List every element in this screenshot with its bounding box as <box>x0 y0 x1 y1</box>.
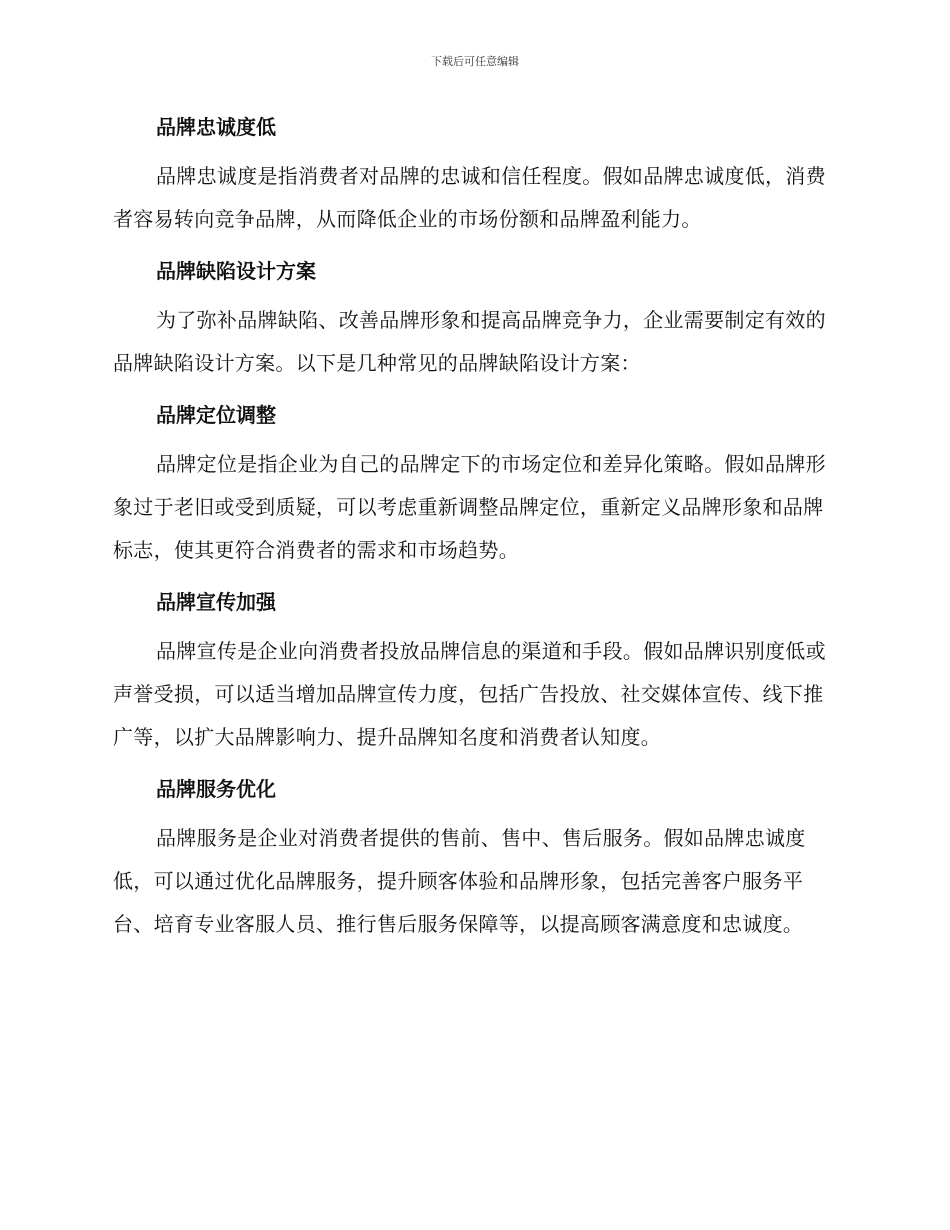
section-paragraph-positioning: 品牌定位是指企业为自己的品牌定下的市场定位和差异化策略。假如品牌形象过于老旧或受到质疑，可以考虑重新调整品牌定位，重新定义品牌形象和品牌标志，使其更符合消费者的需求和市场趋势。 <box>113 452 826 562</box>
document-body <box>113 106 833 955</box>
section-paragraph-service: 品牌服务是企业对消费者提供的售前、售中、售后服务。假如品牌忠诚度低，可以通过优化品牌服务，提升顾客体验和品牌形象，包括完善客户服务平台、培育专业客服人员、推行售后服务保障等，以提高顾客满意度和忠诚度。 <box>113 826 806 936</box>
section-paragraph-design-plan: 为了弥补品牌缺陷、改善品牌形象和提高品牌竞争力，企业需要制定有效的品牌缺陷设计方案。以下是几种常见的品牌缺陷设计方案： <box>113 308 826 375</box>
page-header: 下载后可任意编辑 <box>431 55 519 68</box>
section-paragraph-brand-loyalty: 品牌忠诚度是指消费者对品牌的忠诚和信任程度。假如品牌忠诚度低，消费者容易转向竞争品牌，从而降低企业的市场份额和品牌盈利能力。 <box>113 164 826 231</box>
section-heading-promotion: 品牌宣传加强 <box>156 590 276 614</box>
section-heading-positioning: 品牌定位调整 <box>156 403 276 427</box>
section-paragraph-promotion: 品牌宣传是企业向消费者投放品牌信息的渠道和手段。假如品牌识别度低或声誉受损，可以适当增加品牌宣传力度，包括广告投放、社交媒体宣传、线下推广等，以扩大品牌影响力、提升品牌知名度和消费者认知度。 <box>113 639 826 749</box>
section-heading-service: 品牌服务优化 <box>156 777 276 801</box>
section-heading-design-plan: 品牌缺陷设计方案 <box>156 259 316 283</box>
section-heading-brand-loyalty: 品牌忠诚度低 <box>156 115 276 139</box>
